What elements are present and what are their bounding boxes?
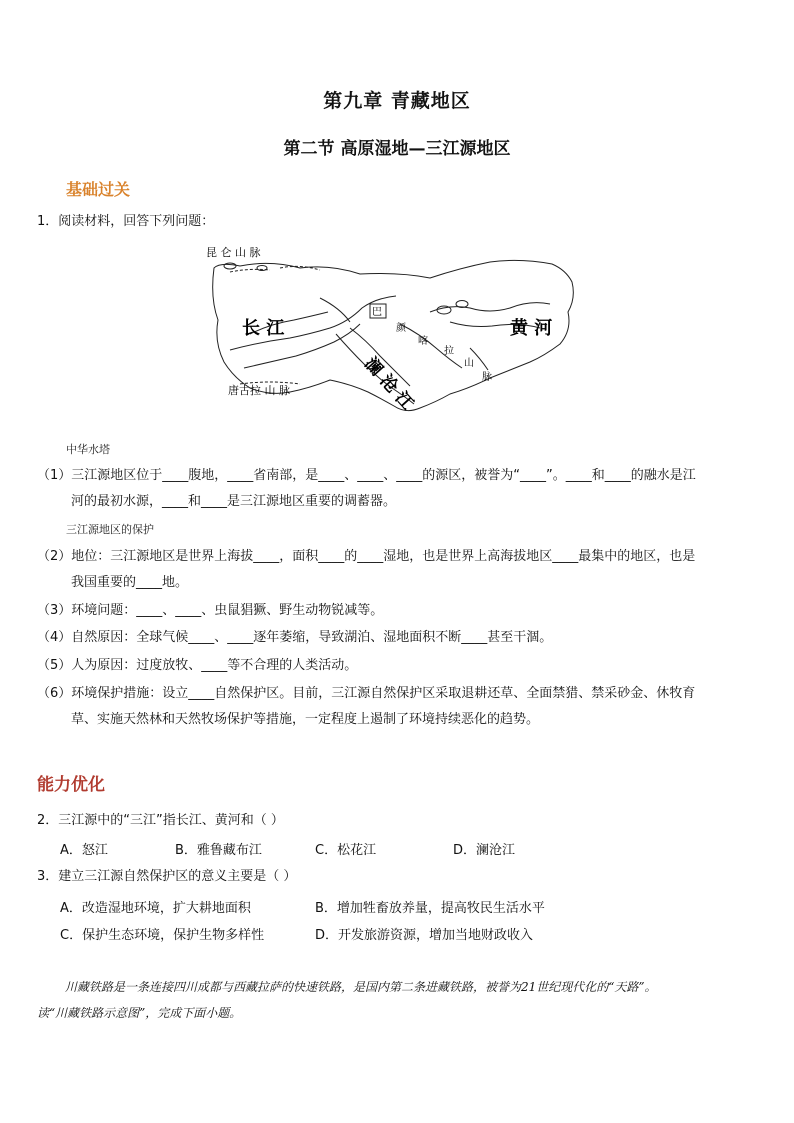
question-3-option-c[interactable]: C．保护生态环境，保护生物多样性 xyxy=(60,928,265,943)
q1-item-2-line-1: （2）地位：三江源地区是世界上海拔____，面积____的____湿地，也是世界上高海拔地区____最集中的地区，也是 xyxy=(37,549,696,564)
section-title: 第二节 高原湿地—三江源地区 xyxy=(283,139,511,159)
passage-line-1: 川藏铁路是一条连接四川成都与西藏拉萨的快速铁路，是国内第二条进藏铁路，被誉为21世纪现代化的“天路”。 xyxy=(65,980,657,994)
map-label-lancang: 澜 沧 江 xyxy=(360,353,418,415)
map-label-bayan-yan: 颜 xyxy=(396,323,406,334)
question-3-option-d[interactable]: D．开发旅游资源，增加当地财政收入 xyxy=(315,928,534,943)
heading-basic: 基础过关 xyxy=(66,180,131,199)
q1-item-3: （3）环境问题：____、____、虫鼠猖獗、野生动物锐减等。 xyxy=(37,603,384,618)
question-2-option-a[interactable]: A．怒江 xyxy=(60,843,108,858)
q1-item-1-line-2: 河的最初水源，____和____是三江源地区重要的调蓄器。 xyxy=(71,494,397,509)
map-label-bayan-shan: 山 xyxy=(464,358,474,369)
q1-item-6-line-2: 草、实施天然林和天然牧场保护等措施，一定程度上遏制了环境持续恶化的趋势。 xyxy=(71,712,540,727)
map-label-huanghe: 黄 河 xyxy=(510,318,553,339)
question-3-option-a[interactable]: A．改造湿地环境，扩大耕地面积 xyxy=(60,901,251,916)
q1-item-6 xyxy=(37,685,762,729)
label-water-tower: 中华水塔 xyxy=(66,443,110,456)
question-2-option-c[interactable]: C．松花江 xyxy=(315,843,377,858)
passage-line-2: 读“川藏铁路示意图”，完成下面小题。 xyxy=(37,1006,242,1020)
map-label-bayan-la: 拉 xyxy=(444,346,454,357)
map-label-bayan-ka: 喀 xyxy=(418,336,428,347)
q1-item-1 xyxy=(37,467,762,511)
map-label-tanggula: 唐古拉 山 脉 xyxy=(228,384,290,397)
q1-item-2-line-2: 我国重要的____地。 xyxy=(71,575,189,590)
question-2-stem: 2．三江源中的“三江”指长江、黄河和（ ） xyxy=(37,813,284,828)
question-2-option-d[interactable]: D．澜沧江 xyxy=(453,843,516,858)
map-label-bayan-mai: 脉 xyxy=(482,372,492,383)
question-3-stem: 3．建立三江源自然保护区的意义主要是（ ） xyxy=(37,869,297,884)
map-label-kunlun: 昆 仑 山 脉 xyxy=(206,246,261,259)
passage xyxy=(37,974,777,1026)
map-label-bayan-ba: 巴 xyxy=(372,307,382,318)
heading-ability: 能力优化 xyxy=(37,775,105,795)
q1-item-1-line-1: （1）三江源地区位于____腹地，____省南部，是____、____、____的源区，被誉为“____”。____和____的融水是江 xyxy=(37,468,696,483)
q1-item-2 xyxy=(37,548,762,592)
question-2-option-b[interactable]: B．雅鲁藏布江 xyxy=(175,843,262,858)
question-1-stem: 1．阅读材料，回答下列问题： xyxy=(37,214,215,229)
q1-item-4: （4）自然原因：全球气候____、____逐年萎缩，导致湖泊、湿地面积不断____甚至干涸。 xyxy=(37,630,553,645)
sanjiangyuan-map xyxy=(200,238,590,428)
chapter-title: 第九章 青藏地区 xyxy=(323,90,471,112)
q1-item-5: （5）人为原因：过度放牧、____等不合理的人类活动。 xyxy=(37,658,358,673)
label-protection: 三江源地区的保护 xyxy=(66,523,154,536)
q1-item-6-line-1: （6）环境保护措施：设立____自然保护区。目前，三江源自然保护区采取退耕还草、全面禁猎、禁采砂金、休牧育 xyxy=(37,686,696,701)
question-3-option-b[interactable]: B．增加牲畜放养量，提高牧民生活水平 xyxy=(315,901,545,916)
map-label-changjiang: 长 江 xyxy=(242,318,285,339)
